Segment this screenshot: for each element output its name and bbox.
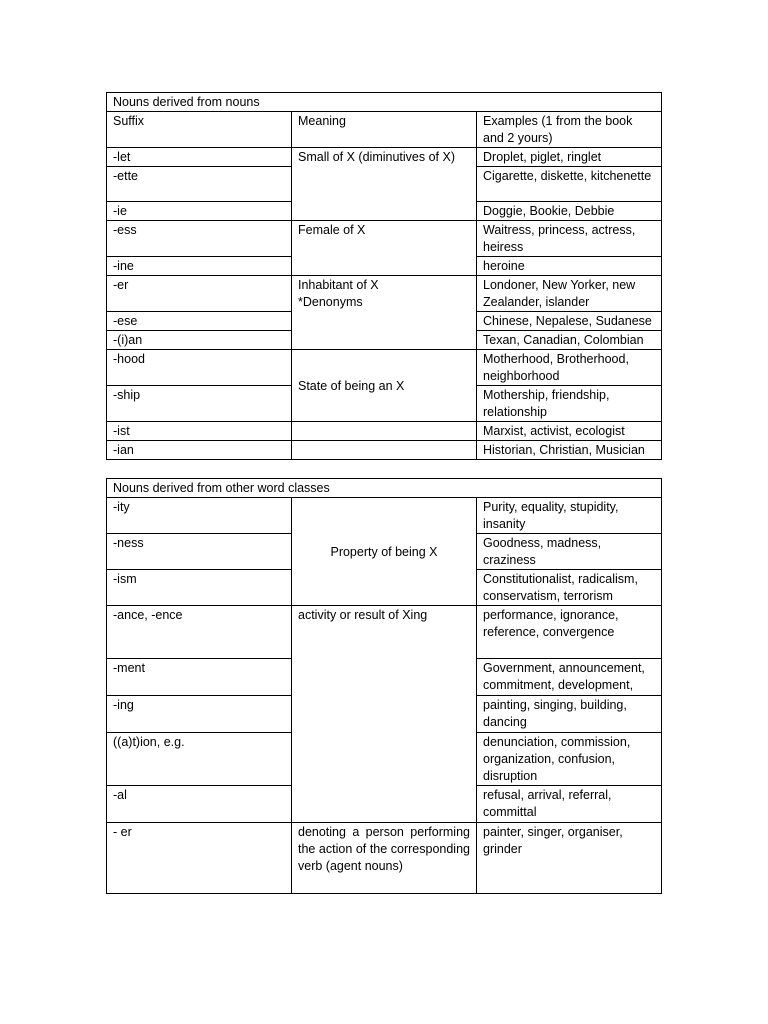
suffix-cell: -ment [107,659,292,696]
suffix-cell: -ette [107,167,292,202]
suffix-cell: -ity [107,498,292,534]
examples-cell: Texan, Canadian, Colombian [477,331,662,350]
suffix-cell: -ist [107,422,292,441]
examples-cell: painter, singer, organiser, grinder [477,823,662,894]
examples-cell: painting, singing, building, dancing [477,696,662,733]
suffix-cell: -er [107,276,292,312]
examples-cell: refusal, arrival, referral, committal [477,786,662,823]
suffix-cell: -let [107,148,292,167]
table-title: Nouns derived from nouns [107,93,662,112]
meaning-cell: Female of X [292,221,477,276]
examples-cell: Marxist, activist, ecologist [477,422,662,441]
meaning-inhabitant: Inhabitant of X [298,278,379,292]
nouns-from-other-classes-table [106,478,662,894]
suffix-cell: -al [107,786,292,823]
examples-cell: Doggie, Bookie, Debbie [477,202,662,221]
meaning-cell [292,276,477,350]
examples-cell: Cigarette, diskette, kitchenette [477,167,662,202]
empty-meaning-cell [292,441,477,460]
table-title: Nouns derived from other word classes [107,479,662,498]
examples-cell: Chinese, Nepalese, Sudanese [477,312,662,331]
suffix-cell: -ese [107,312,292,331]
column-header-suffix: Suffix [107,112,292,148]
nouns-from-nouns-table [106,92,662,460]
suffix-cell: -ship [107,386,292,422]
suffix-cell: -ie [107,202,292,221]
examples-cell: Goodness, madness, craziness [477,534,662,570]
meaning-cell: activity or result of Xing [292,606,477,823]
suffix-cell: - er [107,823,292,894]
empty-meaning-cell [292,422,477,441]
suffix-cell: -ism [107,570,292,606]
examples-cell: Droplet, piglet, ringlet [477,148,662,167]
meaning-denonyms-note: *Denonyms [298,295,363,309]
examples-cell: heroine [477,257,662,276]
suffix-cell: -ess [107,221,292,257]
suffix-cell: -(i)an [107,331,292,350]
suffix-cell: -ian [107,441,292,460]
column-header-examples: Examples (1 from the book and 2 yours) [477,112,662,148]
examples-cell: Constitutionalist, radicalism, conservatism, terrorism [477,570,662,606]
column-header-meaning: Meaning [292,112,477,148]
suffix-cell: -ance, -ence [107,606,292,659]
examples-cell: Government, announcement, commitment, development, [477,659,662,696]
examples-cell: performance, ignorance, reference, convergence [477,606,662,659]
meaning-cell: denoting a person performing the action of the corresponding verb (agent nouns) [292,823,477,894]
examples-cell: Purity, equality, stupidity, insanity [477,498,662,534]
suffix-cell: -ing [107,696,292,733]
examples-cell: Motherhood, Brotherhood, neighborhood [477,350,662,386]
suffix-cell: -ness [107,534,292,570]
suffix-cell: -hood [107,350,292,386]
examples-cell: Mothership, friendship, relationship [477,386,662,422]
suffix-cell: -ine [107,257,292,276]
meaning-cell: State of being an X [292,350,477,422]
examples-cell: denunciation, commission, organization, confusion, disruption [477,733,662,786]
suffix-cell: ((a)t)ion, e.g. [107,733,292,786]
meaning-cell: Property of being X [292,498,477,606]
examples-cell: Historian, Christian, Musician [477,441,662,460]
meaning-cell: Small of X (diminutives of X) [292,148,477,221]
examples-cell: Waitress, princess, actress, heiress [477,221,662,257]
examples-cell: Londoner, New Yorker, new Zealander, islander [477,276,662,312]
